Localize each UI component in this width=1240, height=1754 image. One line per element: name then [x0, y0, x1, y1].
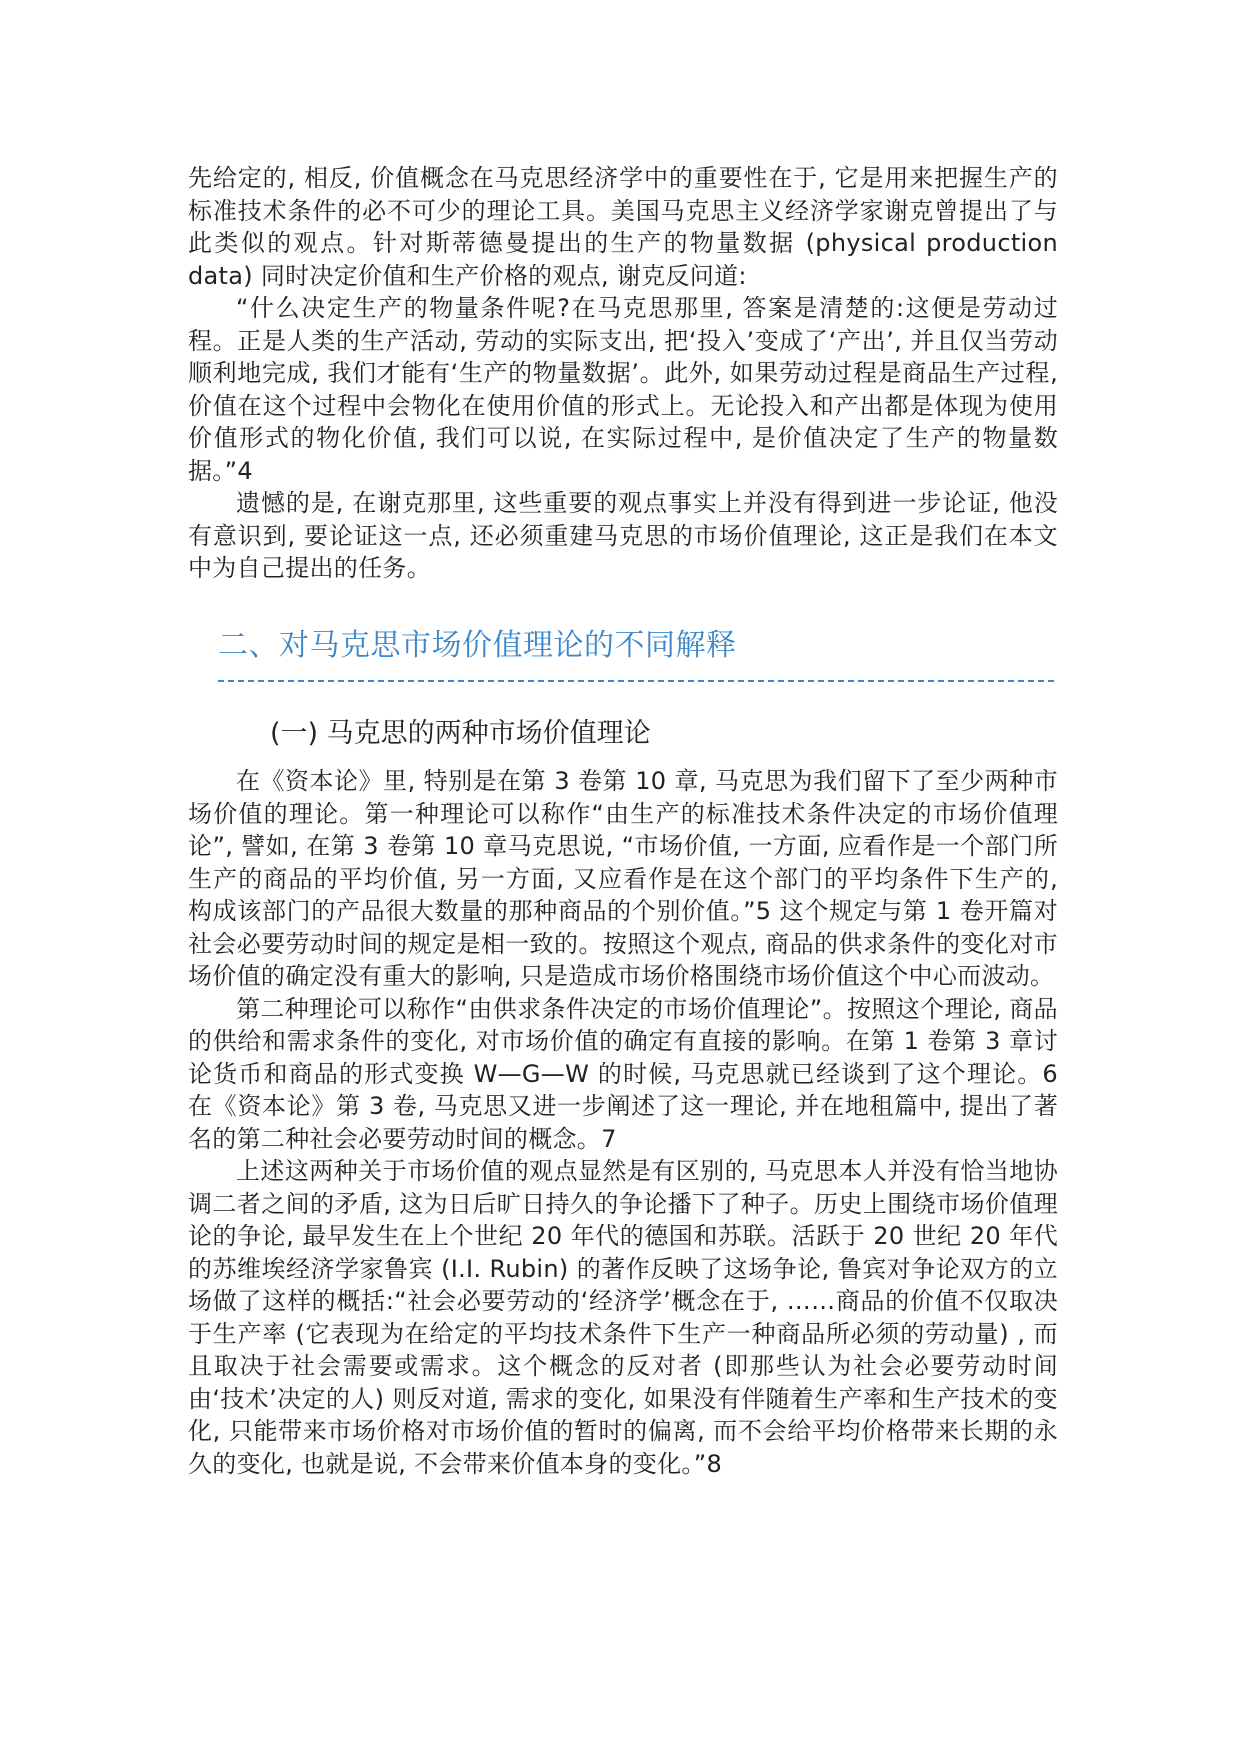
paragraph-second-theory: 第二种理论可以称作“由供求条件决定的市场价值理论”。按照这个理论, 商品的供给和需求条件的变化, 对市场价值的确定有直接的影响。在第 1 卷第 3 章讨论货币和商品的形式变换 W—G—W 的时候, 马克思就已经谈到了这个理论。6 在《资本论》第 3 卷, 马克思又进一步阐述了这一理论, 并在地租篇中, 提出了著名的第二种社会必要劳动时间的概念。7	[188, 994, 1058, 1153]
paragraph-continued: 先给定的, 相反, 价值概念在马克思经济学中的重要性在于, 它是用来把握生产的标准技术条件的必不可少的理论工具。美国马克思主义经济学家谢克曾提出了与此类似的观点。针对斯蒂德曼提出的生产的物量数据 (physical production data) 同时决定价值和生产价格的观点, 谢克反问道:	[188, 164, 1058, 290]
paragraph-regret: 遗憾的是, 在谢克那里, 这些重要的观点事实上并没有得到进一步论证, 他没有意识到, 要论证这一点, 还必须重建马克思的市场价值理论, 这正是我们在本文中为自己提出的任务。	[188, 489, 1058, 582]
paragraph-quote-shaikh: “什么决定生产的物量条件呢?在马克思那里, 答案是清楚的:这便是劳动过程。正是人类的生产活动, 劳动的实际支出, 把‘投入’变成了‘产出’, 并且仅当劳动顺利地完成, 我们才能有‘生产的物量数据’。此外, 如果劳动过程是商品生产过程, 价值在这个过程中会物化在使用价值的形式上。无论投入和产出都是体现为使用价值形式的物化价值, 我们可以说, 在实际过程中, 是价值决定了生产的物量数据。”4	[188, 294, 1058, 485]
section-text-block	[188, 765, 1058, 1480]
section-heading: 二、对马克思市场价值理论的不同解释	[218, 628, 737, 663]
subsection-heading: (一) 马克思的两种市场价值理论	[270, 718, 651, 749]
paragraph-rubin-debate: 上述这两种关于市场价值的观点显然是有区别的, 马克思本人并没有恰当地协调二者之间的矛盾, 这为日后旷日持久的争论播下了种子。历史上围绕市场价值理论的争论, 最早发生在上个世纪 20 年代的德国和苏联。活跃于 20 世纪 20 年代的苏维埃经济学家鲁宾 (I.I. Rubin) 的著作反映了这场争论, 鲁宾对争论双方的立场做了这样的概括:“社会必要劳动的‘经济学’概念在于, ……商品的价值不仅取决于生产率 (它表现为在给定的平均技术条件下生产一种商品所必须的劳动量) , 而且取决于社会需要或需求。这个概念的反对者 (即那些认为社会必要劳动时间由‘技术’决定的人) 则反对道, 需求的变化, 如果没有伴随着生产率和生产技术的变化, 只能带来市场价格对市场价值的暂时的偏离, 而不会给平均价格带来长期的永久的变化, 也就是说, 不会带来价值本身的变化。”8	[188, 1157, 1058, 1478]
intro-text-block	[188, 162, 1058, 585]
paragraph-two-theories: 在《资本论》里, 特别是在第 3 卷第 10 章, 马克思为我们留下了至少两种市场价值的理论。第一种理论可以称作“由生产的标准技术条件决定的市场价值理论”, 譬如, 在第 3 卷第 10 章马克思说, “市场价值, 一方面, 应看作是一个部门所生产的商品的平均价值, 另一方面, 又应看作是在这个部门的平均条件下生产的, 构成该部门的产品很大数量的那种商品的个别价值。”5 这个规定与第 1 卷开篇对社会必要劳动时间的规定是相一致的。按照这个观点, 商品的供求条件的变化对市场价值的确定没有重大的影响, 只是造成市场价格围绕市场价值这个中心而波动。	[188, 767, 1058, 990]
section-heading-underline	[218, 680, 1054, 682]
